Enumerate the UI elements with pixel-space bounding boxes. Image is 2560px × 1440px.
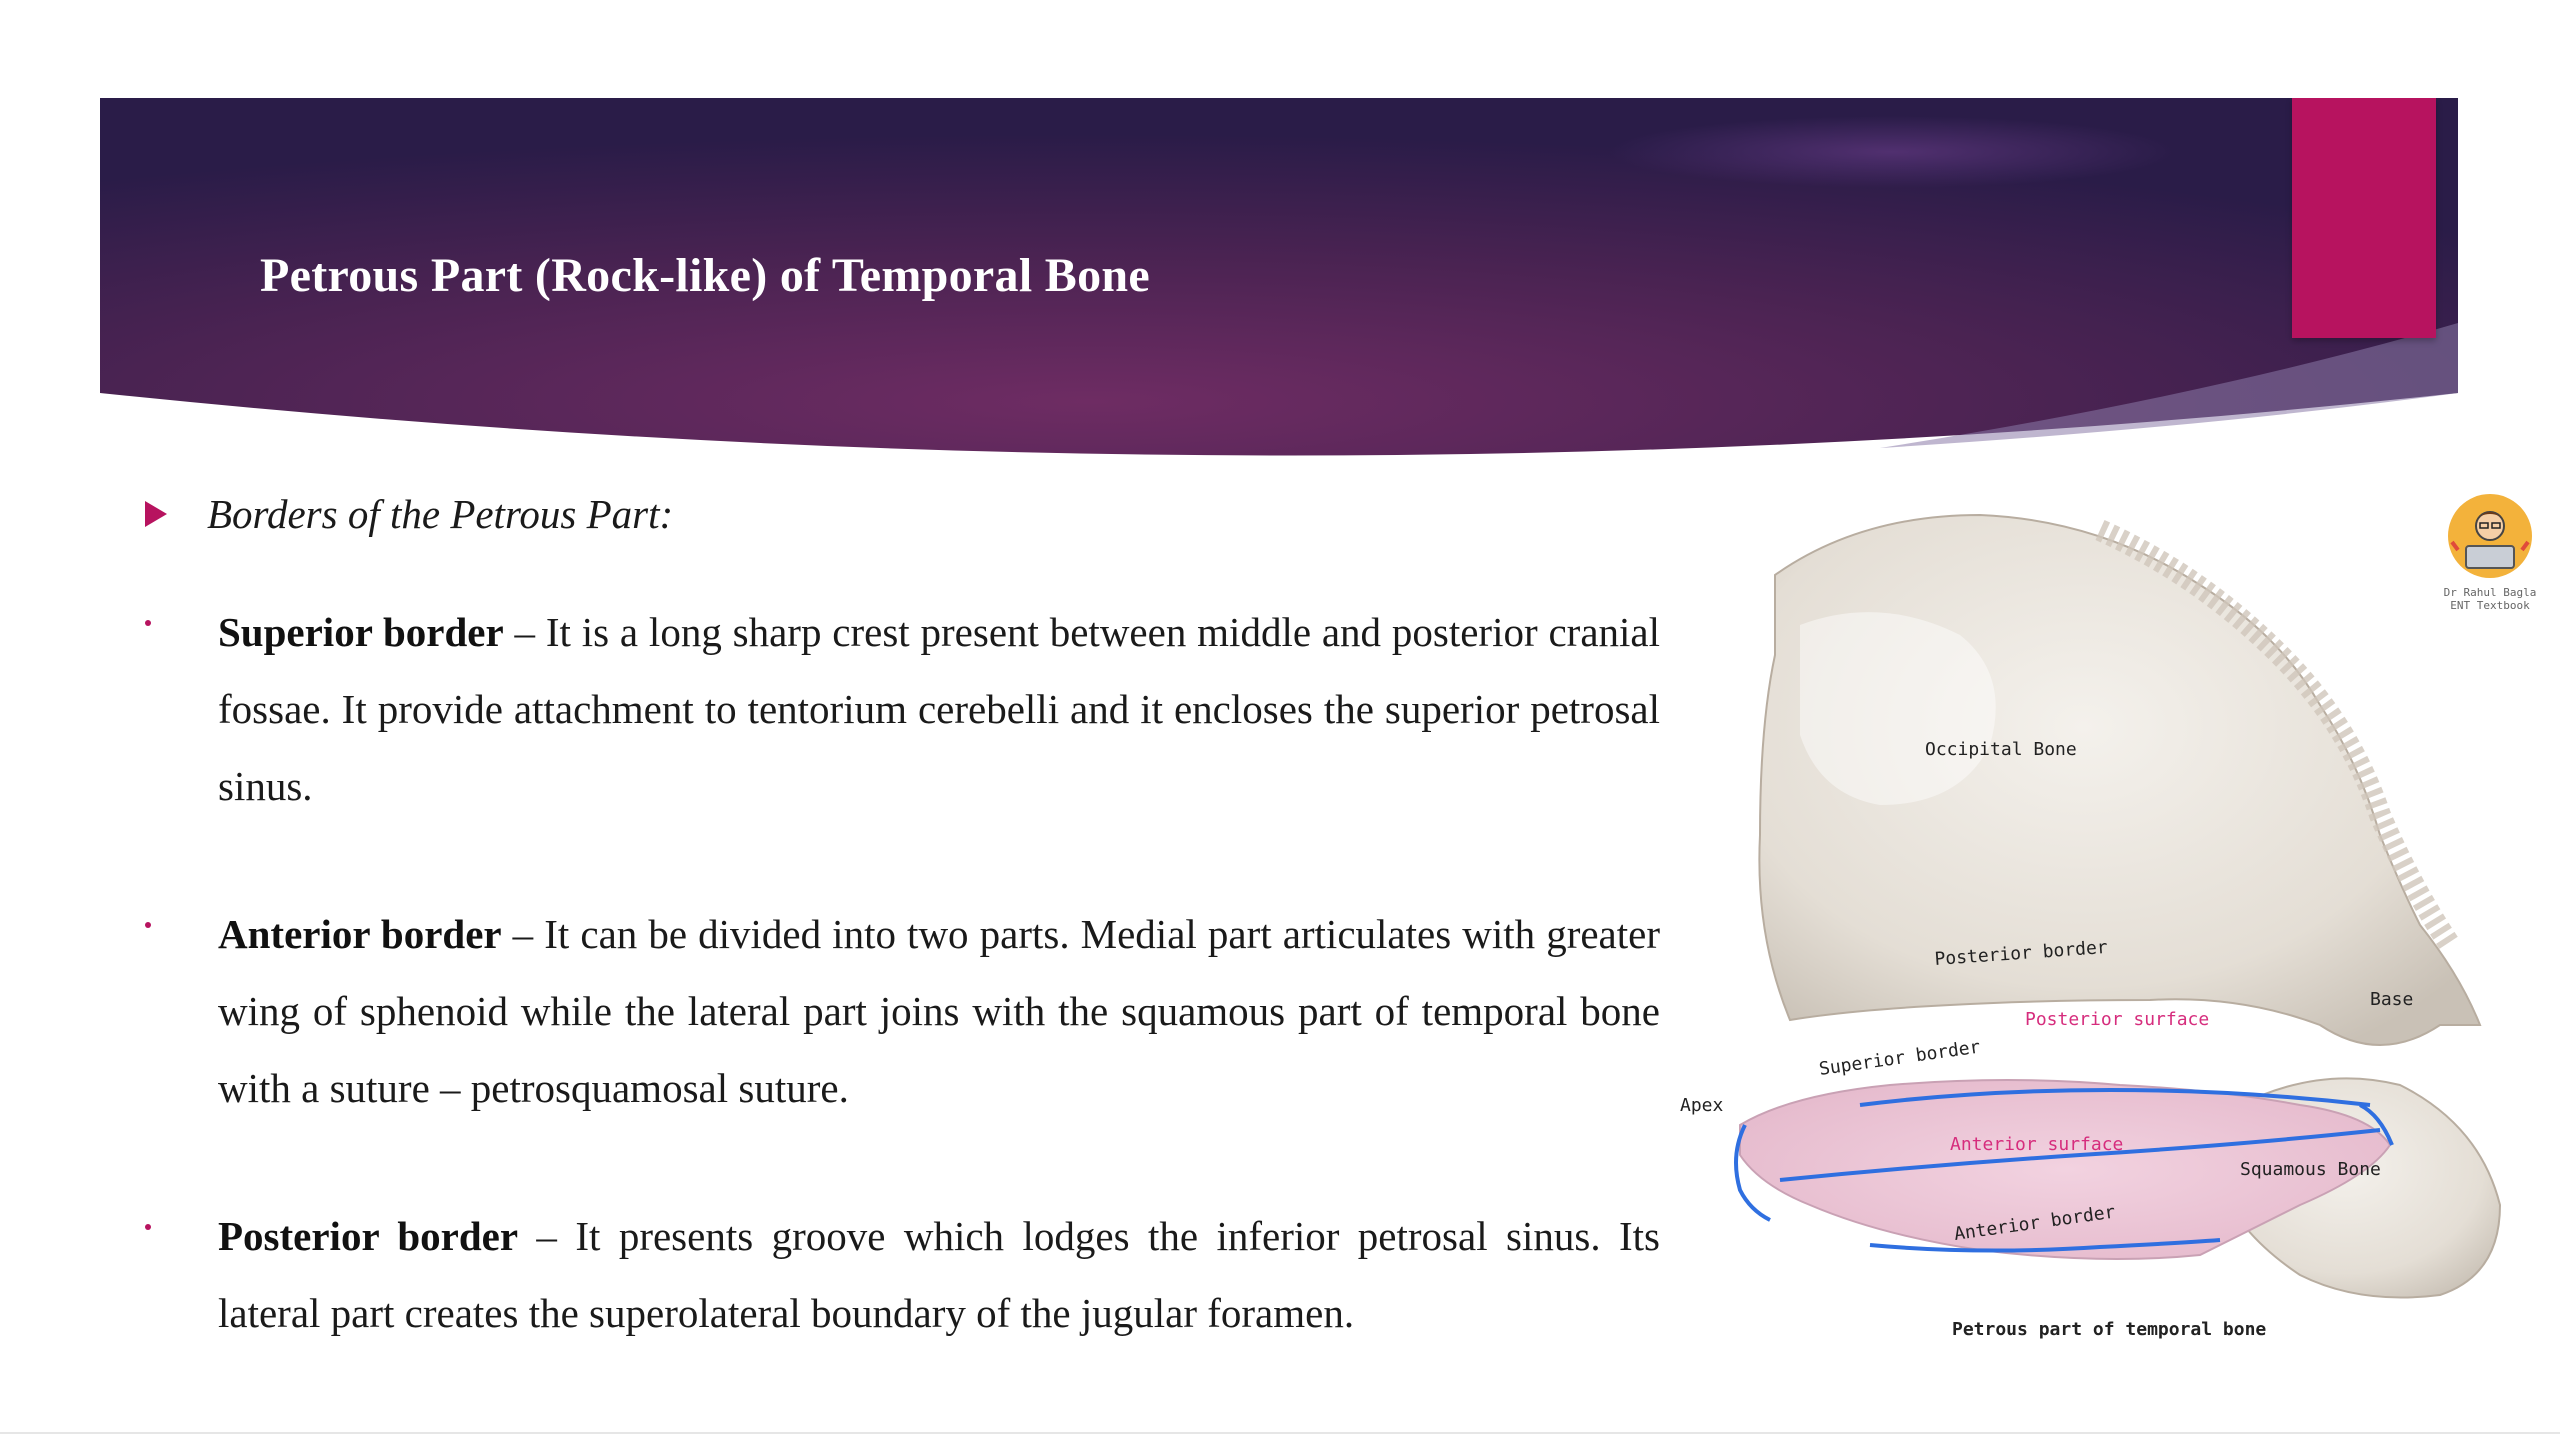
- bone-illustration: [1680, 505, 2520, 1385]
- label-anterior-surface: Anterior surface: [1950, 1134, 2124, 1155]
- bullet-dot-icon: [145, 620, 151, 626]
- label-occipital: Occipital Bone: [1925, 739, 2077, 760]
- bottom-divider: [0, 1432, 2560, 1434]
- page-title: Petrous Part (Rock-like) of Temporal Bone: [260, 249, 1150, 302]
- petrous-bone-figure: [1680, 505, 2520, 1385]
- label-base: Base: [2370, 989, 2414, 1010]
- bullet-dot-icon: [145, 922, 151, 928]
- bullet-paragraph: [218, 896, 1660, 1127]
- label-squamous: Squamous Bone: [2240, 1159, 2381, 1180]
- subheading: [145, 490, 673, 538]
- logo-line-1: Dr Rahul Bagla: [2443, 586, 2537, 599]
- bullet-posterior-border: [145, 1198, 1660, 1368]
- label-apex: Apex: [1680, 1095, 1724, 1116]
- subheading-text: Borders of the Petrous Part:: [207, 491, 674, 537]
- accent-tab: [2292, 98, 2436, 338]
- author-logo-text: [2430, 586, 2550, 612]
- bullet-text: – It can be divided into two parts. Medial part articulates with greater wing of sphenoid while the lateral part joins with the squamous part of temporal bone with a suture – petrosquamosal suture.: [218, 911, 1660, 1111]
- bullet-text: – It is a long sharp crest present between middle and posterior cranial fossae. It provide attachment to tentorium cerebelli and it encloses the superior petrosal sinus.: [218, 609, 1660, 809]
- bullet-paragraph: [218, 594, 1660, 825]
- author-logo: [2430, 490, 2550, 630]
- bullet-term: Anterior border: [218, 911, 502, 957]
- label-anterior-border: Anterior border: [1952, 1201, 2117, 1245]
- triangle-bullet-icon: [145, 501, 167, 527]
- bullet-superior-border: [145, 594, 1660, 834]
- figure-caption: Petrous part of temporal bone: [1952, 1319, 2267, 1340]
- bullet-term: Superior border: [218, 609, 504, 655]
- bullet-paragraph: [218, 1198, 1660, 1352]
- label-superior-border: Superior border: [1817, 1036, 1982, 1080]
- bullet-dot-icon: [145, 1224, 151, 1230]
- bullet-anterior-border: [145, 896, 1660, 1136]
- bullet-term: Posterior border: [218, 1213, 519, 1259]
- label-posterior-border: Posterior border: [1933, 936, 2109, 970]
- title-banner: [100, 98, 2458, 478]
- label-posterior-surface: Posterior surface: [2025, 1009, 2210, 1030]
- bullet-text: – It presents groove which lodges the inferior petrosal sinus. Its lateral part creates the superolateral boundary of the jugular foramen.: [218, 1213, 1660, 1336]
- author-avatar-icon: [2444, 490, 2536, 582]
- logo-line-2: ENT Textbook: [2450, 599, 2530, 612]
